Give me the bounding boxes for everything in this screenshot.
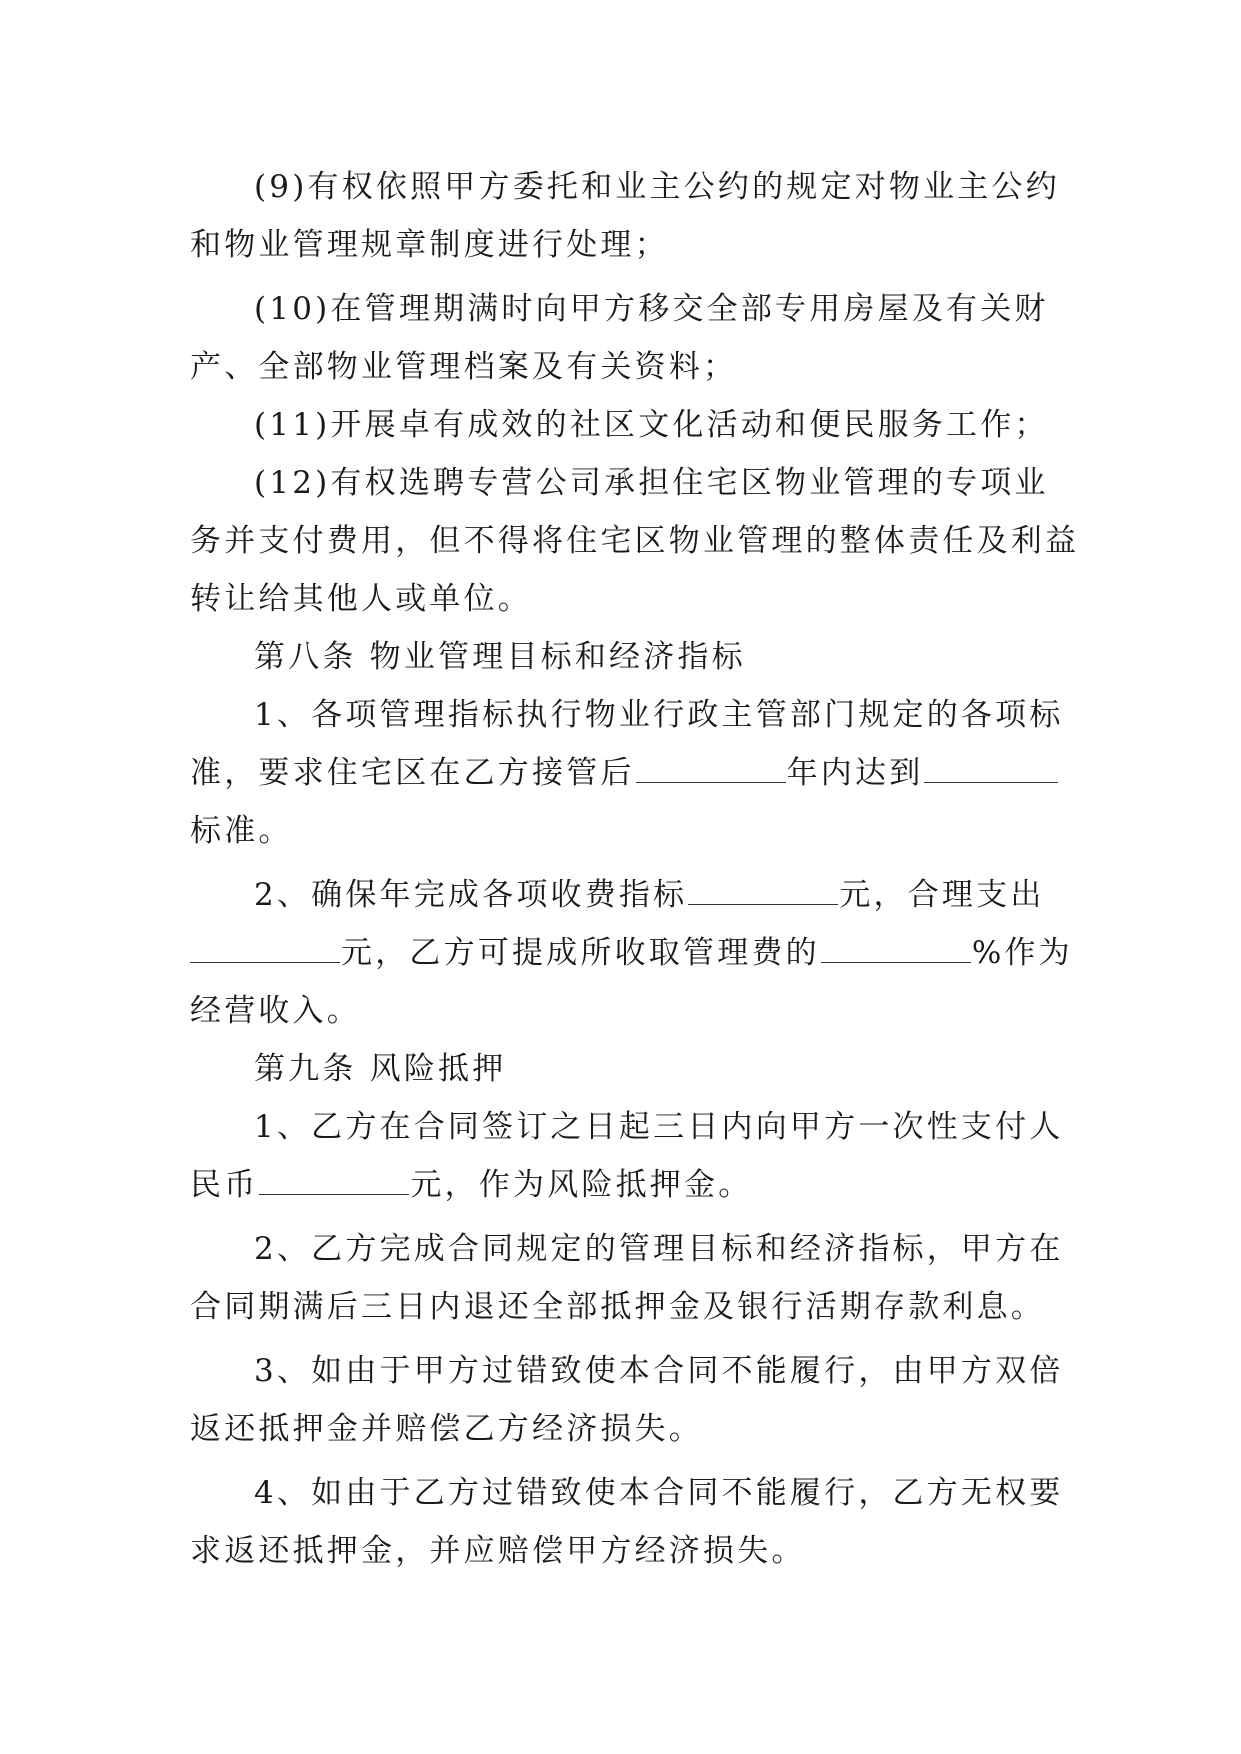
paragraph-line: 1、乙方在合同签订之日起三日内向甲方一次性支付人 <box>254 1109 1064 1145</box>
text-segment: 2、确保年完成各项收费指标 <box>254 877 688 913</box>
text-segment: 年内达到 <box>786 755 924 791</box>
text-segment: 准，要求住宅区在乙方接管后 <box>190 755 635 791</box>
paragraph-line <box>190 924 1073 982</box>
paragraph-line: 1、各项管理指标执行物业行政主管部门规定的各项标 <box>254 697 1064 733</box>
document-body <box>190 158 1080 1580</box>
fill-blank <box>688 878 838 905</box>
paragraph-line <box>190 1156 1052 1214</box>
text-segment: %作为 <box>971 935 1073 971</box>
paragraph-line: 经营收入。 <box>190 993 361 1029</box>
section-heading: 第八条 物业管理目标和经济指标 <box>254 639 746 675</box>
paragraph-line <box>190 866 1052 924</box>
fill-blank <box>636 756 786 783</box>
text-segment: 元，合理支出 <box>839 877 1045 913</box>
paragraph-line: 转让给其他人或单位。 <box>190 581 532 617</box>
paragraph-line: 务并支付费用，但不得将住宅区物业管理的整体责任及利益 <box>190 523 1080 559</box>
fill-blank <box>259 1168 409 1195</box>
paragraph-line: (10)在管理期满时向甲方移交全部专用房屋及有关财 <box>254 291 1049 327</box>
text-segment: 民币 <box>190 1167 259 1203</box>
paragraph-line: 返还抵押金并赔偿乙方经济损失。 <box>190 1411 703 1447</box>
paragraph-line: 和物业管理规章制度进行处理； <box>190 227 669 263</box>
fill-blank <box>190 936 340 963</box>
paragraph-line: 2、乙方完成合同规定的管理目标和经济指标，甲方在 <box>254 1231 1064 1267</box>
paragraph-line <box>190 744 1052 802</box>
paragraph-line: 产、全部物业管理档案及有关资料； <box>190 349 738 385</box>
fill-blank <box>821 936 971 963</box>
text-segment: 元，作为风险抵押金。 <box>410 1167 753 1203</box>
paragraph-line: 合同期满后三日内退还全部抵押金及银行活期存款利息。 <box>190 1289 1045 1325</box>
paragraph-line: 3、如由于甲方过错致使本合同不能履行，由甲方双倍 <box>254 1353 1064 1389</box>
paragraph-line: (9)有权依照甲方委托和业主公约的规定对物业主公约 <box>254 169 1060 205</box>
paragraph-line: (11)开展卓有成效的社区文化活动和便民服务工作； <box>254 407 1049 443</box>
paragraph-line: 标准。 <box>190 813 293 849</box>
paragraph-line: 求返还抵押金，并应赔偿甲方经济损失。 <box>190 1533 806 1569</box>
fill-blank <box>924 756 1058 783</box>
paragraph-line: 4、如由于乙方过错致使本合同不能履行，乙方无权要 <box>254 1475 1064 1511</box>
paragraph-line: (12)有权选聘专营公司承担住宅区物业管理的专项业 <box>254 465 1049 501</box>
text-segment: 元，乙方可提成所收取管理费的 <box>341 935 820 971</box>
section-heading: 第九条 风险抵押 <box>254 1051 507 1087</box>
